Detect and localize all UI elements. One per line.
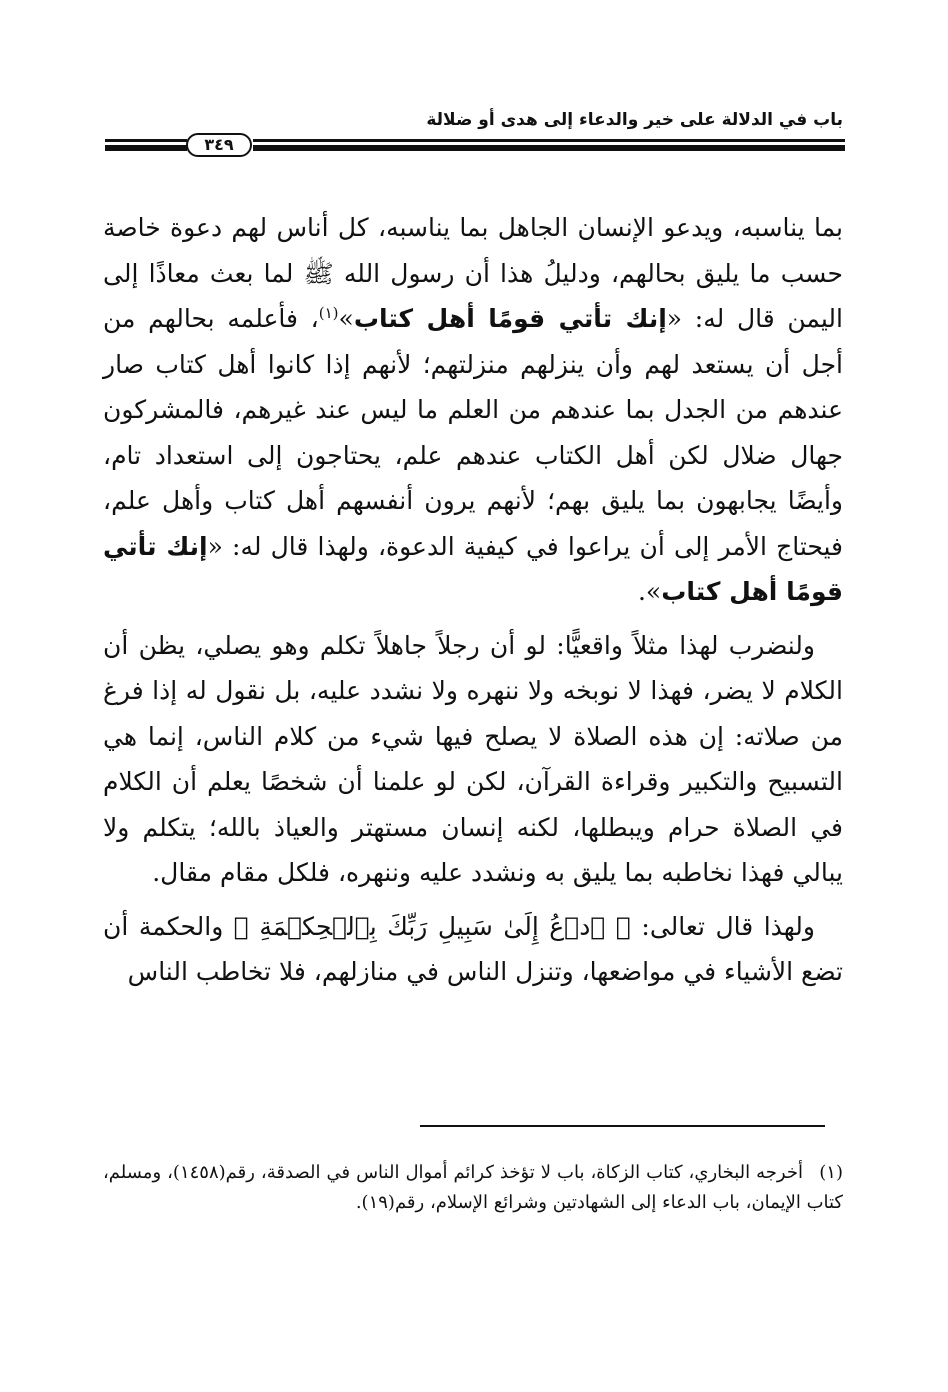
running-title: باب في الدلالة على خير والدعاء إلى هدى أو ضلالة <box>426 110 843 130</box>
hadith-quote-1: إنك تأتي قومًا أهل كتاب <box>353 304 667 333</box>
page-number: ٣٤٩ <box>186 133 252 157</box>
header-rule-left-thick <box>105 145 187 151</box>
header-rule-right-thick <box>253 145 845 151</box>
paragraph-1-text-c: ، فأعلمه بحالهم من أجل أن يستعد لهم وأن ينزلهم منزلتهم؛ لأنهم إذا كانوا أهل كتاب صار عندهم من الجدل بما عندهم من العلم ما ليس عند غيرهم، فالمشركون جهال ضلال لكن أهل الكتاب عندهم علم، يحتاجون إلى استعداد تام، وأيضًا يجابهون بما يليق بهم؛ لأنهم يرون أنفسهم أهل كتاب وأهل علم، فيحتاج الأمر إلى أن يراعوا في كيفية الدعوة، ولهذا قال له: « <box>103 304 843 561</box>
footnote-1 <box>103 1158 843 1218</box>
paragraph-3 <box>103 904 843 995</box>
footnotes <box>103 1158 843 1218</box>
paragraph-3-text-b: والحكمة أن تضع الأشياء في مواضعها، وتنزل الناس في منازلهم، فلا تخاطب الناس <box>103 911 843 986</box>
paragraph-1 <box>103 205 843 615</box>
paragraph-1-text-d: ». <box>637 577 662 606</box>
header-rule-right-thin <box>253 139 845 142</box>
footnote-number: (١) <box>819 1162 843 1183</box>
quran-verse: ﴿ ٱدۡعُ إِلَىٰ سَبِيلِ رَبِّكَ بِٱلۡحِكۡمَةِ ﴾ <box>233 911 631 941</box>
header-rule-left-thin <box>105 139 187 142</box>
paragraph-3-text-a: ولهذا قال تعالى: <box>630 911 815 941</box>
footnote-reference[interactable]: (١) <box>318 304 339 322</box>
footnote-text: أخرجه البخاري، كتاب الزكاة، باب لا تؤخذ كرائم أموال الناس في الصدقة، رقم(١٤٥٨)، ومسلم، كتاب الإيمان، باب الدعاء إلى الشهادتين وشرائع الإسلام، رقم(١٩). <box>103 1162 843 1213</box>
paragraph-1-text-b: » <box>338 304 354 333</box>
main-text <box>103 205 843 995</box>
footnote-separator <box>420 1125 825 1127</box>
paragraph-1-text-a: بما يناسبه، ويدعو الإنسان الجاهل بما يناسبه، كل أناس لهم دعوة خاصة حسب ما يليق بحالهم، ودليلُ هذا أن رسول الله ﷺ لما بعث معاذًا إلى اليمن قال له: « <box>103 213 843 333</box>
paragraph-2: ولنضرب لهذا مثلاً واقعيًّا: لو أن رجلاً جاهلاً تكلم وهو يصلي، يظن أن الكلام لا يضر، فهذا لا نوبخه ولا ننهره ولا نشدد عليه، بل نقول له إذا فرغ من صلاته: إن هذه الصلاة لا يصلح فيها شيء من كلام الناس، إنما هي التسبيح والتكبير وقراءة القرآن، لكن لو علمنا أن شخصًا يعلم أن الكلام في الصلاة حرام ويبطلها، لكنه إنسان مستهتر والعياذ بالله؛ يتكلم ولا يبالي فهذا نخاطبه بما يليق به ونشدد عليه وننهره، فلكل مقام مقال. <box>103 630 843 887</box>
hadith-quote-2: إنك تأتي قومًا أهل كتاب <box>103 531 843 606</box>
